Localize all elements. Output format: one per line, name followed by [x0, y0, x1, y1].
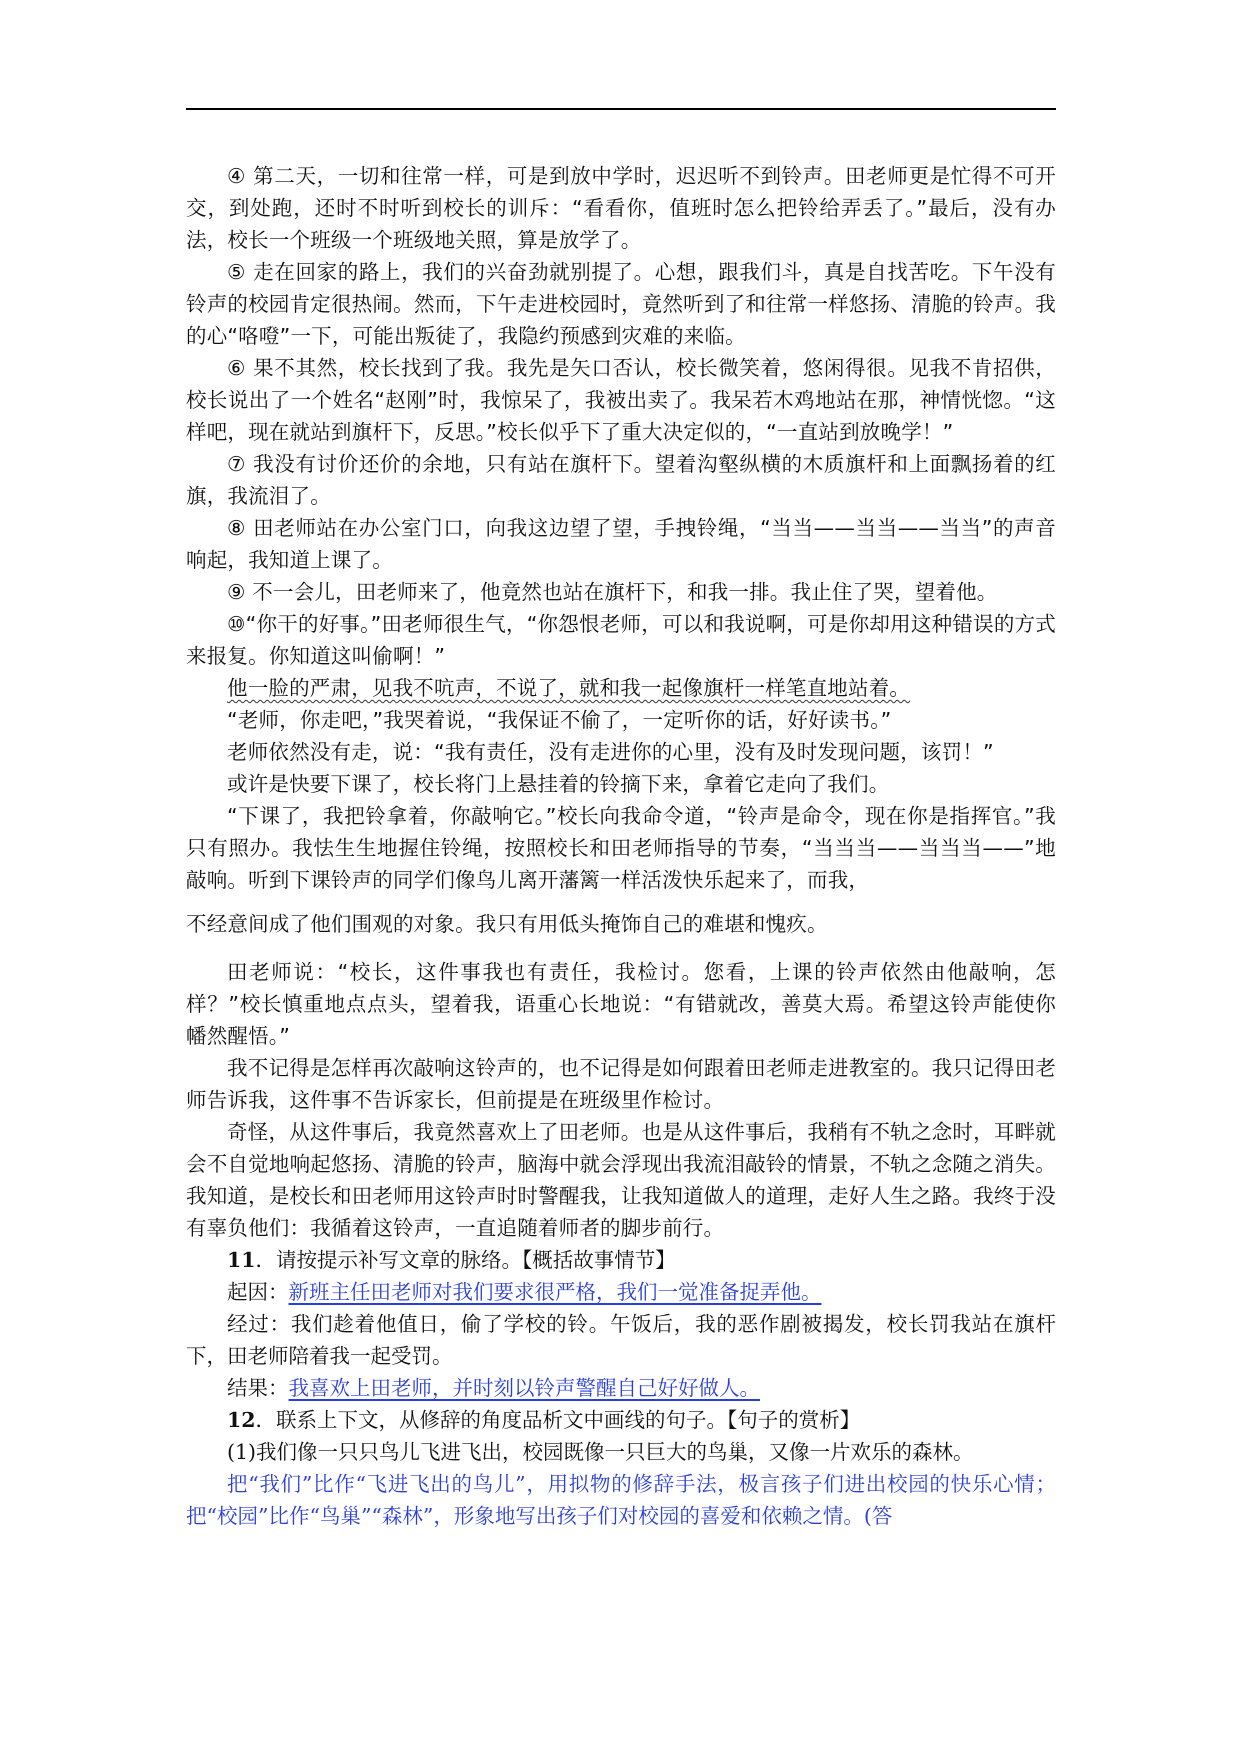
paragraph-9: ⑨ 不一会儿，田老师来了，他竟然也站在旗杆下，和我一排。我止住了哭，望着他。	[227, 580, 998, 604]
question-11-cause	[186, 1276, 1056, 1308]
question-11-prompt: ．请按提示补写文章的脉络。	[255, 1248, 523, 1272]
question-11-tag: 【概括故事情节】	[522, 1248, 676, 1272]
paragraph-16: 田老师说：“校长，这件事我也有责任，我检讨。您看，上课的铃声依然由他敲响，怎样？”校长慎重地点点头，望着我，语重心长地说：“有错就改，善莫大焉。希望这铃声能使你幡然醒悟。”	[186, 960, 1056, 1048]
paragraph-10: ⑩“你干的好事。”田老师很生气，“你怨恨老师，可以和我说啊，可是你却用这种错误的方式来报复。你知道这叫偷啊！”	[186, 612, 1056, 668]
question-12-sub-1: (1)我们像一只只鸟儿飞进飞出，校园既像一只巨大的鸟巢，又像一片欢乐的森林。	[227, 1440, 974, 1464]
question-11-process: 经过：我们趁着他值日，偷了学校的铃。午饭后，我的恶作剧被揭发，校长罚我站在旗杆下，田老师陪着我一起受罚。	[186, 1312, 1056, 1368]
question-11-result	[186, 1372, 1056, 1404]
question-11-number: 11	[227, 1248, 256, 1272]
paragraph-8: ⑧ 田老师站在办公室门口，向我这边望了望，手拽铃绳，“当当——当当——当当”的声音响起，我知道上课了。	[186, 516, 1056, 572]
cause-answer: 新班主任田老师对我们要求很严格，我们一觉准备捉弄他。	[288, 1280, 822, 1304]
paragraph-17: 我不记得是怎样再次敲响这铃声的，也不记得是如何跟着田老师走进教室的。我只记得田老师告诉我，这件事不告诉家长，但前提是在班级里作检讨。	[186, 1056, 1056, 1112]
paragraph-7: ⑦ 我没有讨价还价的余地，只有站在旗杆下。望着沟壑纵横的木质旗杆和上面飘扬着的红旗，我流泪了。	[186, 452, 1056, 508]
document-body	[186, 160, 1056, 1532]
paragraph-5: ⑤ 走在回家的路上，我们的兴奋劲就别提了。心想，跟我们斗，真是自找苦吃。下午没有铃声的校园肯定很热闹。然而，下午走进校园时，竟然听到了和往常一样悠扬、清脆的铃声。我的心“咯噔”一下，可能出叛徒了，我隐约预感到灾难的来临。	[186, 260, 1056, 348]
paragraph-18: 奇怪，从这件事后，我竟然喜欢上了田老师。也是从这件事后，我稍有不轨之念时，耳畔就会不自觉地响起悠扬、清脆的铃声，脑海中就会浮现出我流泪敲铃的情景，不轨之念随之消失。我知道，是校长和田老师用这铃声时时警醒我，让我知道做人的道理，走好人生之路。我终于没有辜负他们：我循着这铃声，一直追随着师者的脚步前行。	[186, 1120, 1056, 1240]
paragraph-6: ⑥ 果不其然，校长找到了我。我先是矢口否认，校长微笑着，悠闲得很。见我不肯招供，校长说出了一个姓名“赵刚”时，我惊呆了，我被出卖了。我呆若木鸡地站在那，神情恍惚。“这样吧，现在就站到旗杆下，反思。”校长似乎下了重大决定似的，“一直站到放晚学！”	[186, 356, 1056, 444]
paragraph-15: “下课了，我把铃拿着，你敲响它。”校长向我命令道，“铃声是命令，现在你是指挥官。”我只有照办。我怯生生地握住铃绳，按照校长和田老师指导的节奏，“当当当——当当当——”地敲响。听到下课铃声的同学们像鸟儿离开藩篱一样活泼快乐起来了，而我，	[186, 804, 1056, 892]
header-rule	[186, 108, 1056, 110]
paragraph-15-continued: 不经意间成了他们围观的对象。我只有用低头掩饰自己的难堪和愧疚。	[186, 912, 828, 936]
paragraph-12: “老师，你走吧，”我哭着说，“我保证不偷了，一定听你的话，好好读书。”	[227, 708, 892, 732]
question-12-answer-1: 把“我们”比作“飞进飞出的鸟儿”，用拟物的修辞手法，极言孩子们进出校园的快乐心情；把“校园”比作“鸟巢”“森林”，形象地写出孩子们对校园的喜爱和依赖之情。(答	[186, 1472, 1056, 1528]
paragraph-13: 老师依然没有走，说：“我有责任，没有走进你的心里，没有及时发现问题，该罚！”	[227, 740, 994, 764]
result-answer: 我喜欢上田老师，并时刻以铃声警醒自己好好做人。	[288, 1376, 760, 1400]
underlined-sentence: 他一脸的严肃，见我不吭声，不说了，就和我一起像旗杆一样笔直地站着。	[227, 676, 911, 700]
question-12-prompt: ．联系上下文，从修辞的角度品析文中画线的句子。	[255, 1408, 728, 1432]
paragraph-4: ④ 第二天，一切和往常一样，可是到放中学时，迟迟听不到铃声。田老师更是忙得不可开交，到处跑，还时不时听到校长的训斥：“看看你，值班时怎么把铃给弄丢了。”最后，没有办法，校长一个班级一个班级地关照，算是放学了。	[186, 164, 1056, 252]
question-12-tag: 【句子的赏析】	[727, 1408, 861, 1432]
question-11	[186, 1244, 1056, 1276]
question-12	[186, 1404, 1056, 1436]
paragraph-underlined-sentence	[186, 672, 1056, 704]
question-12-number: 12	[227, 1408, 256, 1432]
cause-label: 起因：	[227, 1280, 289, 1304]
result-label: 结果：	[227, 1376, 289, 1400]
paragraph-14: 或许是快要下课了，校长将门上悬挂着的铃摘下来，拿着它走向了我们。	[227, 772, 890, 796]
